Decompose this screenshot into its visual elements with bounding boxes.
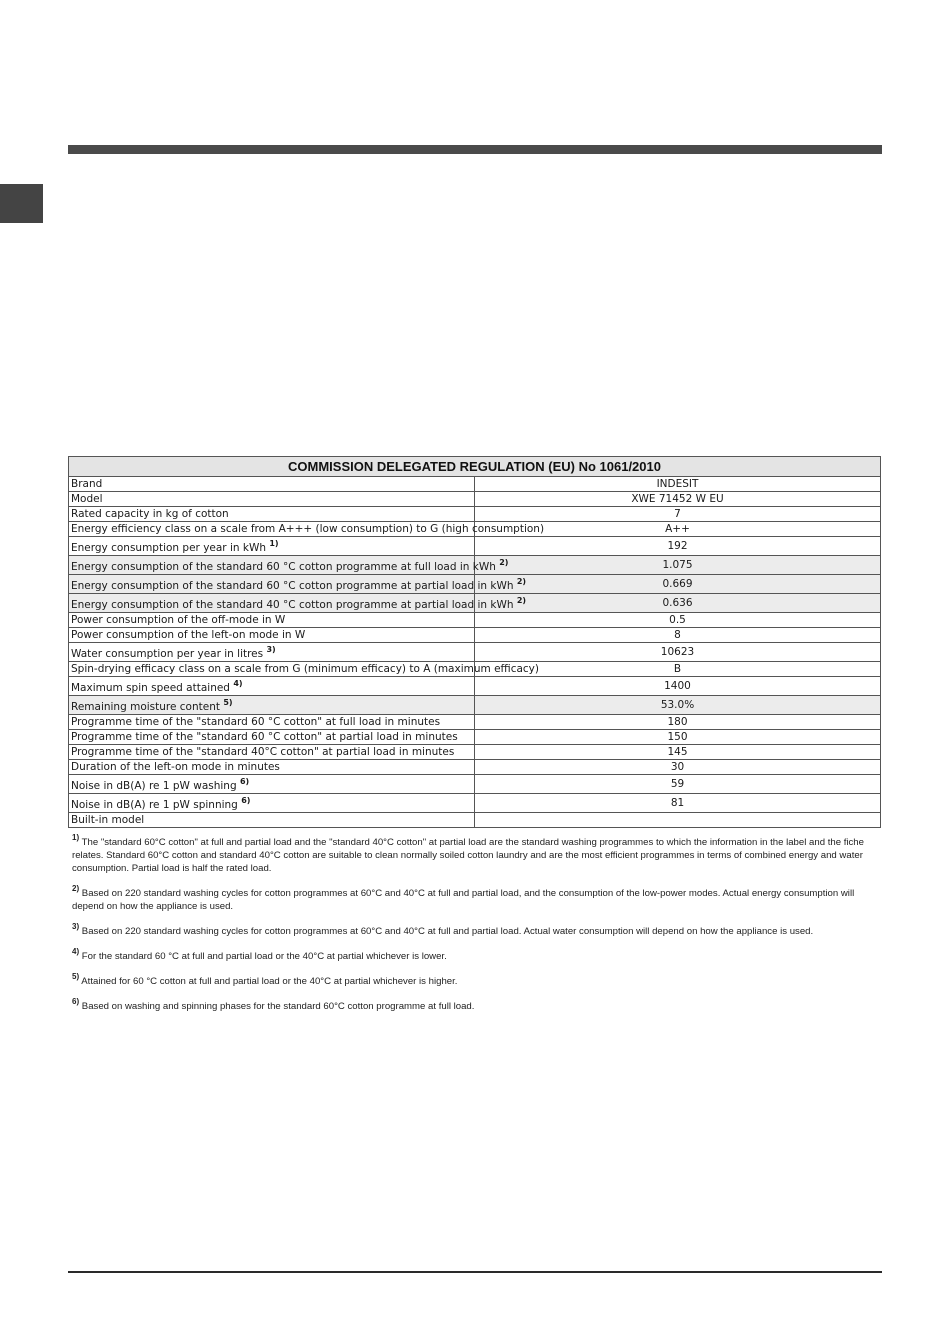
footnote-text: Based on washing and spinning phases for the standard 60°C cotton programme at full load.	[81, 1001, 475, 1012]
row-label	[69, 760, 475, 775]
footnote	[72, 921, 887, 938]
row-value: 7	[475, 507, 881, 522]
footnote	[72, 996, 887, 1013]
footnote-ref: 4)	[233, 678, 243, 688]
row-label	[69, 715, 475, 730]
bottom-rule	[68, 1271, 882, 1273]
row-value: 59	[475, 775, 881, 794]
row-value: 53.0%	[475, 696, 881, 715]
footnotes	[72, 832, 887, 1025]
row-label	[69, 730, 475, 745]
row-value: 150	[475, 730, 881, 745]
footnote	[72, 832, 887, 875]
table-row	[69, 813, 881, 828]
footnote-text: Attained for 60 °C cotton at full and partial load or the 40°C at partial whichever is higher.	[81, 976, 458, 987]
row-label	[69, 594, 527, 613]
row-label	[69, 677, 475, 696]
row-label-text: Remaining moisture content	[71, 701, 220, 713]
row-value: XWE 71452 W EU	[475, 492, 881, 507]
row-label	[69, 507, 475, 522]
top-header-bar	[68, 145, 882, 154]
row-value: 180	[475, 715, 881, 730]
footnote	[72, 971, 887, 988]
table-row	[69, 730, 881, 745]
row-label-text: Energy consumption of the standard 40 °C cotton programme at partial load in kWh	[71, 599, 514, 611]
row-value: 8	[475, 628, 881, 643]
footnote-ref: 2)	[516, 595, 527, 605]
row-label-text: Energy consumption of the standard 60 °C cotton programme at full load in kWh	[71, 561, 496, 573]
table-row	[69, 715, 881, 730]
footnote-text: The "standard 60°C cotton" at full and partial load and the "standard 40°C cotton" at partial load are the standard washing programmes to which the information in the label and the fiche relates. Standard 60°C cotton and standard 40°C cotton are suitable to clean normally soiled cotton laundry and are the most efficient programmes in terms of combined energy and water consumption. Partial load is half the rated load.	[72, 837, 864, 874]
row-label	[69, 522, 545, 537]
row-label-text: Energy consumption per year in kWh	[71, 542, 266, 554]
row-label-text: Model	[71, 492, 103, 505]
table-row	[69, 477, 881, 492]
row-label-text: Duration of the left-on mode in minutes	[71, 760, 280, 773]
table-row	[69, 556, 881, 575]
row-value: 30	[475, 760, 881, 775]
row-label-text: Programme time of the "standard 40°C cotton" at partial load in minutes	[71, 745, 455, 758]
footnote-mark: 6)	[72, 996, 80, 1006]
footnote-mark: 2)	[72, 883, 80, 893]
row-label-text: Water consumption per year in litres	[71, 648, 264, 660]
row-label-text: Noise in dB(A) re 1 pW washing	[71, 780, 237, 792]
table-row	[69, 794, 881, 813]
row-label-text: Power consumption of the left-on mode in W	[71, 628, 306, 641]
table-row	[69, 507, 881, 522]
product-fiche-table	[68, 456, 881, 828]
footnote-ref: 3)	[266, 644, 276, 654]
row-label	[69, 613, 475, 628]
row-value: 1.075	[475, 556, 881, 575]
row-value: 1400	[475, 677, 881, 696]
footnote-mark: 3)	[72, 921, 80, 931]
row-label	[69, 745, 475, 760]
row-value: 145	[475, 745, 881, 760]
table-row	[69, 677, 881, 696]
row-value: 81	[475, 794, 881, 813]
table-row	[69, 696, 881, 715]
row-label-text: Built-in model	[71, 813, 145, 826]
row-label-text: Energy efficiency class on a scale from A+++ (low consumption) to G (high consumption)	[71, 522, 545, 535]
footnote-text: Based on 220 standard washing cycles for cotton programmes at 60°C and 40°C at full and partial load, and the consumption of the low-power modes. Actual energy consumption will depend on how the appliance is used.	[72, 888, 855, 912]
table-row	[69, 537, 881, 556]
row-label-text: Energy consumption of the standard 60 °C cotton programme at partial load in kWh	[71, 580, 514, 592]
row-value: 192	[475, 537, 881, 556]
table-row	[69, 613, 881, 628]
row-label	[69, 537, 475, 556]
table-row	[69, 745, 881, 760]
table-row	[69, 628, 881, 643]
footnote-mark: 4)	[72, 946, 80, 956]
row-label-text: Programme time of the "standard 60 °C cotton" at partial load in minutes	[71, 730, 458, 743]
language-side-tab	[0, 184, 43, 223]
row-label-text: Maximum spin speed attained	[71, 682, 230, 694]
row-label-text: Noise in dB(A) re 1 pW spinning	[71, 799, 238, 811]
footnote-ref: 2)	[499, 557, 509, 567]
row-value: 0.669	[475, 575, 881, 594]
row-label	[69, 628, 475, 643]
row-label-text: Power consumption of the off-mode in W	[71, 613, 286, 626]
footnote	[72, 946, 887, 963]
row-value: INDESIT	[475, 477, 881, 492]
table-row	[69, 575, 881, 594]
table-row	[69, 775, 881, 794]
table-row	[69, 492, 881, 507]
row-label	[69, 662, 539, 677]
row-value: 10623	[475, 643, 881, 662]
footnote-text: For the standard 60 °C at full and partial load or the 40°C at partial whichever is lower.	[81, 951, 447, 962]
table-row	[69, 594, 881, 613]
row-label	[69, 477, 475, 492]
row-value: B	[475, 662, 881, 677]
row-label	[69, 492, 475, 507]
row-label	[69, 696, 475, 715]
table-row	[69, 643, 881, 662]
footnote-ref: 5)	[223, 697, 233, 707]
footnote-ref: 6)	[241, 795, 251, 805]
table-title: COMMISSION DELEGATED REGULATION (EU) No 1061/2010	[69, 457, 881, 477]
row-label	[69, 575, 527, 594]
row-label-text: Rated capacity in kg of cotton	[71, 507, 229, 520]
footnote-mark: 1)	[72, 832, 80, 842]
row-label	[69, 794, 475, 813]
row-label	[69, 556, 509, 575]
row-label-text: Brand	[71, 477, 103, 490]
table-row	[69, 522, 881, 537]
footnote	[72, 883, 887, 913]
footnote-ref: 1)	[269, 538, 279, 548]
row-value: A++	[475, 522, 881, 537]
table-row	[69, 662, 881, 677]
row-value: 0.5	[475, 613, 881, 628]
footnote-ref: 6)	[239, 776, 250, 786]
footnote-text: Based on 220 standard washing cycles for cotton programmes at 60°C and 40°C at full and partial load. Actual water consumption will depend on how the appliance is used.	[81, 926, 814, 937]
footnote-ref: 2)	[516, 576, 527, 586]
row-label-text: Spin-drying efficacy class on a scale from G (minimum efficacy) to A (maximum efficacy)	[71, 662, 539, 675]
row-label	[69, 775, 475, 794]
row-value: 0.636	[475, 594, 881, 613]
row-label-text: Programme time of the "standard 60 °C cotton" at full load in minutes	[71, 715, 441, 728]
table-row	[69, 760, 881, 775]
row-label	[69, 813, 475, 828]
row-label	[69, 643, 475, 662]
footnote-mark: 5)	[72, 971, 80, 981]
row-value	[475, 813, 881, 828]
